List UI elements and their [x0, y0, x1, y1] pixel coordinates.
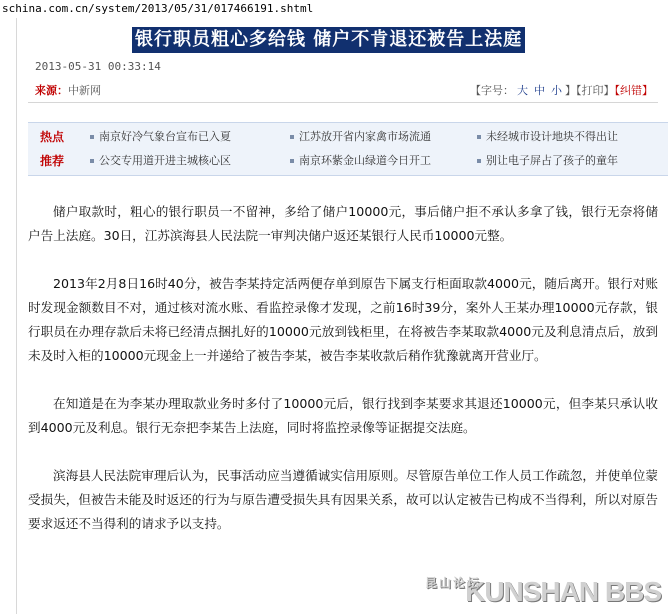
hot-link[interactable]: 江苏放开省内家禽市场流通 — [290, 126, 431, 148]
hot-news-box — [28, 122, 668, 176]
watermark — [425, 576, 661, 608]
frame-border — [16, 18, 17, 614]
source-row — [35, 82, 101, 98]
hot-link[interactable]: 未经城市设计地块不得出让 — [477, 126, 618, 148]
source-label: 来源： — [35, 84, 68, 97]
article-body — [28, 200, 658, 560]
divider — [28, 102, 658, 103]
watermark-small: 昆山论坛 — [424, 576, 481, 590]
recommend-label: 推荐 — [40, 154, 65, 168]
hot-row — [28, 126, 668, 148]
font-size-small-button[interactable]: 小 — [551, 84, 562, 97]
article-paragraph: 在知道是在为李某办理取款业务时多付了10000元后，银行找到李某要求其退还10000元，但李某只承认收到4000元及利息。银行无奈把李某告上法庭，同时将监控录像等证据提交法庭。 — [28, 396, 658, 435]
hot-label: 热点 — [40, 130, 65, 144]
article-tools — [470, 82, 653, 98]
article-title: 银行职员粗心多给钱 储户不肯退还被告上法庭 — [132, 27, 525, 53]
bullet-icon — [90, 159, 94, 163]
bullet-icon — [290, 159, 294, 163]
source-name[interactable]: 中新网 — [68, 84, 101, 97]
font-size-medium-button[interactable]: 中 — [534, 84, 545, 97]
hot-link[interactable]: 南京好冷气象台宣布已入夏 — [90, 126, 231, 148]
font-size-prefix: 【字号： — [470, 84, 514, 97]
print-button[interactable]: 【打印】 — [576, 84, 615, 97]
publish-date: 2013-05-31 00:33:14 — [35, 60, 161, 73]
watermark-text: KUNSHAN BBS — [465, 576, 661, 607]
article-paragraph: 滨海县人民法院审理后认为，民事活动应当遵循诚实信用原则。尽管原告单位工作人员工作疏忽，并使单位蒙受损失，但被告未能及时返还的行为与原告遭受损失具有因果关系，故可以认定被告已构成不当得利，所以对原告要求返还不当得利的请求予以支持。 — [28, 468, 658, 531]
bullet-icon — [477, 135, 481, 139]
bullet-icon — [290, 135, 294, 139]
article-paragraph: 2013年2月8日16时40分，被告李某持定活两便存单到原告下属支行柜面取款4000元，随后离开。银行对账时发现金额数目不对，通过核对流水账、看监控录像才发现，之前16时39分，案外人王某办理10000元存款，银行职员在办理存款后未将已经清点捆扎好的10000元放到钱柜里，在将被告李某取款4000元及利息清点后，放到未及时入柜的10000元现金上一并递给了被告李某，被告李某收款后稍作犹豫就离开营业厅。 — [28, 276, 658, 363]
article-paragraph: 储户取款时，粗心的银行职员一不留神，多给了储户10000元，事后储户拒不承认多拿了钱，银行无奈将储户告上法庭。30日，江苏滨海县人民法院一审判决储户返还某银行人民币10000元整。 — [28, 204, 658, 243]
bullet-icon — [90, 135, 94, 139]
font-size-large-button[interactable]: 大 — [517, 84, 528, 97]
address-bar[interactable]: schina.com.cn/system/2013/05/31/017466191.shtml — [0, 0, 669, 17]
recommend-row — [28, 150, 668, 172]
recommend-link[interactable]: 南京环紫金山绿道今日开工 — [290, 150, 431, 172]
recommend-link[interactable]: 公交专用道开进主城核心区 — [90, 150, 231, 172]
recommend-link[interactable]: 别让电子屏占了孩子的童年 — [477, 150, 618, 172]
bullet-icon — [477, 159, 481, 163]
font-size-suffix: 】 — [565, 84, 576, 97]
correction-button[interactable]: 【纠错】 — [614, 84, 653, 97]
